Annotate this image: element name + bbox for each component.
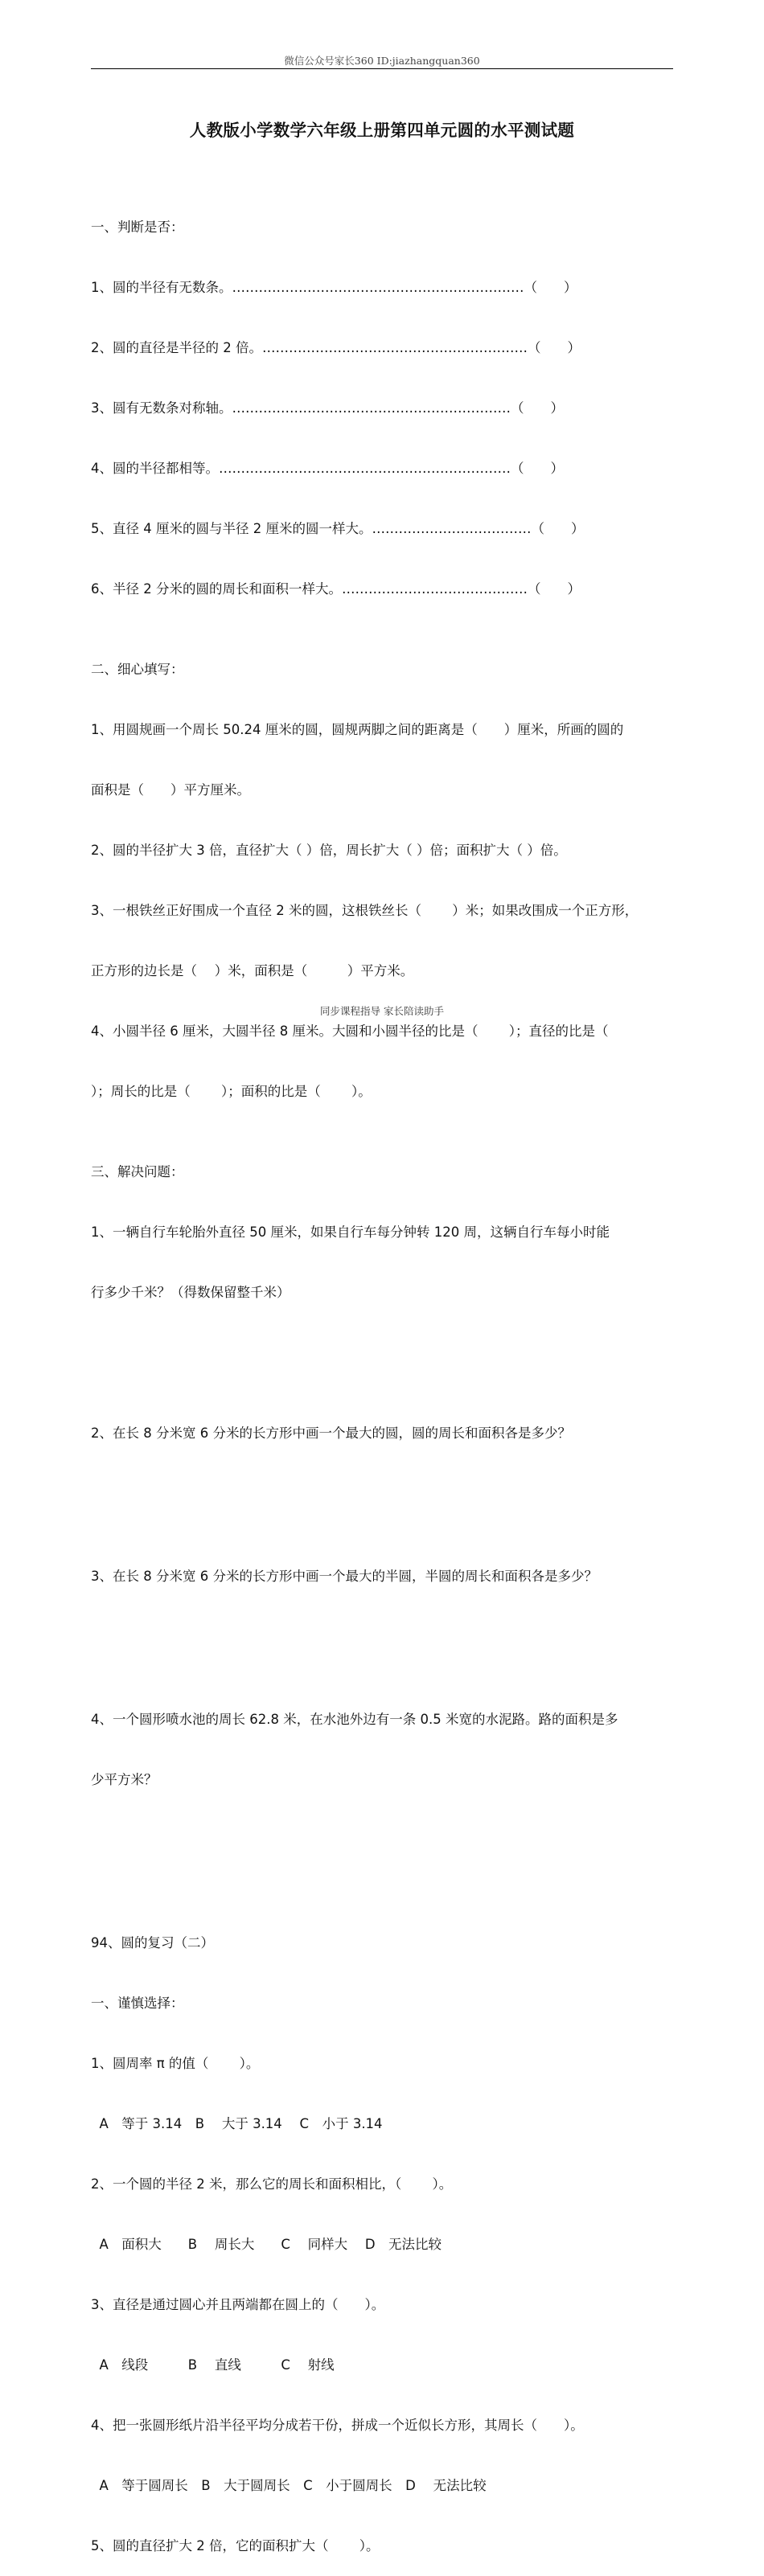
review-line: 5、圆的直径扩大 2 倍，它的面积扩大（ ）。: [91, 2538, 380, 2553]
judgement-item: 1、圆的半径有无数条。…………………………………………………………（ ）: [91, 280, 577, 295]
document-body: [91, 177, 682, 2576]
review-line: 3、直径是通过圆心并且两端都在圆上的（ ）。: [91, 2297, 385, 2312]
review-line: 1、圆周率 π 的值（ ）。: [91, 2056, 260, 2071]
review-line: 4、把一张圆形纸片沿半径平均分成若干份，拼成一个近似长方形，其周长（ ）。: [91, 2418, 584, 2433]
judgement-item: 2、圆的直径是半径的 2 倍。……………………………………………………（ ）: [91, 340, 581, 355]
problem-3: 3、在长 8 分米宽 6 分米的长方形中画一个最大的半圆，半圆的周长和面积各是多少？: [91, 1569, 598, 1584]
judgement-item: 3、圆有无数条对称轴。………………………………………………………（ ）: [91, 400, 564, 416]
review-heading: 94、圆的复习（二）: [91, 1935, 214, 1950]
problem-1-line: 1、一辆自行车轮胎外直径 50 厘米，如果自行车每分钟转 120 周，这辆自行车每小时能: [91, 1224, 610, 1240]
fill-line: ）；周长的比是（ ）；面积的比是（ ）。: [91, 1084, 372, 1099]
review-subheading: 一、谨慎选择：: [91, 1996, 184, 2011]
review-line: A 等于圆周长 B 大于圆周长 C 小于圆周长 D 无法比较: [91, 2478, 487, 2493]
fill-line: 正方形的边长是（ ）米，面积是（ ）平方米。: [91, 963, 414, 978]
fill-line: 2、圆的半径扩大 3 倍，直径扩大（ ）倍，周长扩大（ ）倍；面积扩大（ ）倍。: [91, 843, 567, 858]
review-line: A 等于 3.14 B 大于 3.14 C 小于 3.14: [91, 2116, 383, 2131]
fill-line: 1、用圆规画一个周长 50.24 厘米的圆，圆规两脚之间的距离是（ ）厘米，所画的圆的: [91, 722, 624, 737]
fill-line: 4、小圆半径 6 厘米，大圆半径 8 厘米。大圆和小圆半径的比是（ ）；直径的比是（: [91, 1023, 609, 1039]
problem-1-line: 行多少千米？（得数保留整千米）: [91, 1285, 290, 1300]
section1-heading: 一、判断是否：: [91, 219, 184, 235]
review-line: A 线段 B 直线 C 射线: [91, 2357, 335, 2373]
fill-line: 3、一根铁丝正好围成一个直径 2 米的圆，这根铁丝长（ ）米；如果改围成一个正方形，: [91, 903, 639, 918]
section2-heading: 二、细心填写：: [91, 662, 184, 677]
problem-4-line: 4、一个圆形喷水池的周长 62.8 米，在水池外边有一条 0.5 米宽的水泥路。路的面积是多: [91, 1712, 618, 1727]
judgement-item: 5、直径 4 厘米的圆与半径 2 厘米的圆一样大。………………………………（ ）: [91, 521, 585, 536]
document-title: 人教版小学数学六年级上册第四单元圆的水平测试题: [189, 121, 575, 140]
judgement-item: 6、半径 2 分米的圆的周长和面积一样大。……………………………………（ ）: [91, 581, 581, 597]
judgement-item: 4、圆的半径都相等。…………………………………………………………（ ）: [91, 461, 564, 476]
review-line: A 面积大 B 周长大 C 同样大 D 无法比较: [91, 2237, 442, 2252]
fill-line: 面积是（ ）平方厘米。: [91, 782, 250, 798]
review-line: 2、一个圆的半径 2 米，那么它的周长和面积相比，（ ）。: [91, 2176, 453, 2192]
problem-4-line: 少平方米？: [91, 1772, 158, 1787]
page-header: 微信公众号家长360 ID:jiazhangquan360: [284, 55, 480, 67]
page-footer: 同步课程指导 家长陪读助手: [320, 1005, 444, 1017]
header-rule: [91, 68, 673, 69]
section3-heading: 三、解决问题：: [91, 1164, 184, 1179]
problem-2: 2、在长 8 分米宽 6 分米的长方形中画一个最大的圆，圆的周长和面积各是多少？: [91, 1425, 571, 1441]
